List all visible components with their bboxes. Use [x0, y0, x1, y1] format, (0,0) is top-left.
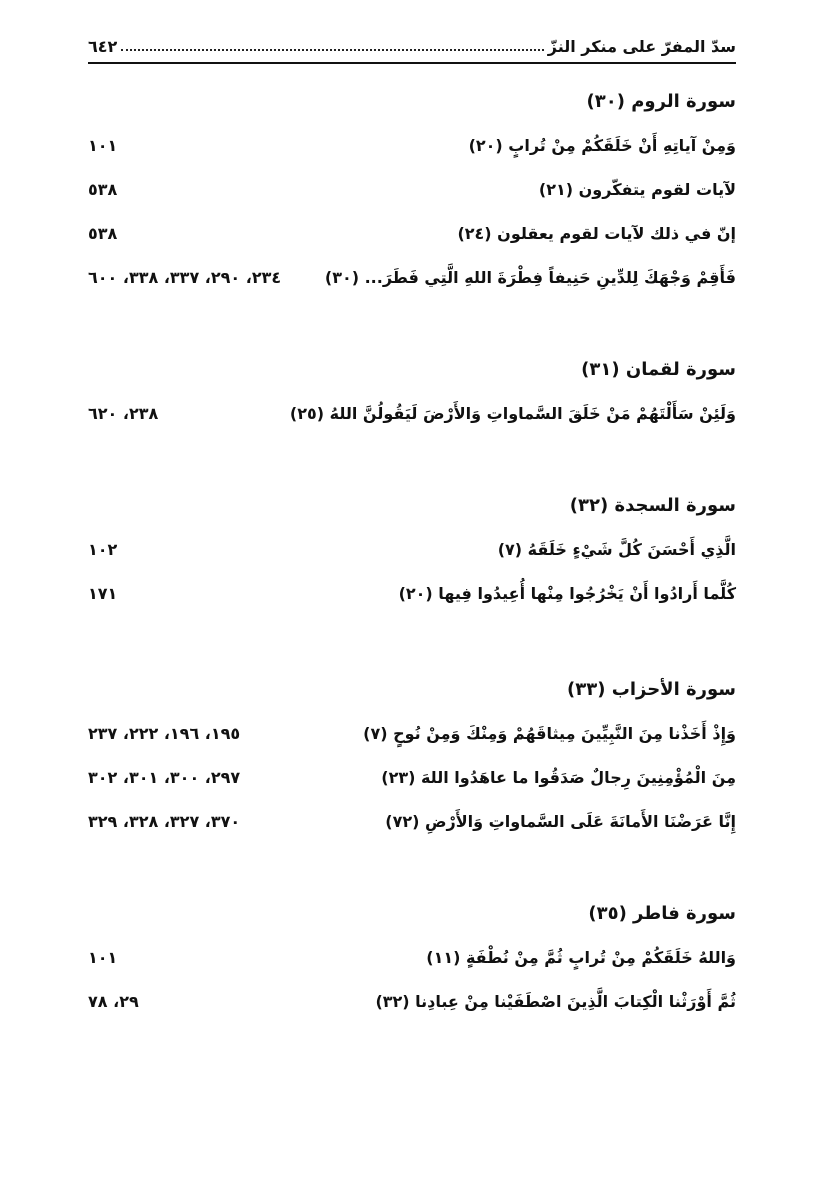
- verse-text: فَأَقِمْ وَجْهَكَ لِلدِّينِ حَنِيفاً فِطْرَةَ اللهِ الَّتِي فَطَرَ... (٣٠): [324, 268, 736, 287]
- running-head-title: سدّ المفرّ على منكر النزّ: [547, 37, 736, 56]
- running-head-dot-leader: [121, 48, 543, 51]
- surah-section-fatir: [88, 900, 736, 1016]
- verse-text: كُلَّما أَرادُوا أَنْ يَخْرُجُوا مِنْها أُعِيدُوا فِيها (٢٠): [398, 584, 736, 603]
- verse-row: [88, 220, 736, 248]
- verse-row: [88, 944, 736, 972]
- page-number: ٦٤٢: [88, 37, 118, 56]
- verse-text: الَّذِي أَحْسَنَ كُلَّ شَيْءٍ خَلَقَهُ (٧): [497, 540, 736, 559]
- verse-text: ثُمَّ أَوْرَثْنا الْكِتابَ الَّذِينَ اصْطَفَيْنا مِنْ عِبادِنا (٣٢): [375, 992, 736, 1011]
- verse-row: [88, 988, 736, 1016]
- surah-section-sajda: [88, 492, 736, 608]
- surah-title: سورة الروم (٣٠): [586, 91, 736, 112]
- verse-row: [88, 176, 736, 204]
- verse-page-refs: ١٠١: [88, 136, 118, 155]
- surah-section-luqman: [88, 356, 736, 428]
- verse-text: وَاللهُ خَلَقَكُمْ مِنْ تُرابٍ ثُمَّ مِنْ نُطْفَةٍ (١١): [426, 948, 736, 967]
- verse-row: [88, 536, 736, 564]
- verse-row: [88, 132, 736, 160]
- verse-row: [88, 580, 736, 608]
- verse-page-refs: ٢٩، ٧٨: [88, 992, 139, 1011]
- verse-row: [88, 764, 736, 792]
- verse-text: إِنَّا عَرَضْنَا الأَمانَةَ عَلَى السَّماواتِ وَالأَرْضِ (٧٢): [385, 812, 736, 831]
- verse-page-refs: ٢٣٤، ٢٩٠، ٣٣٧، ٣٣٨، ٦٠٠: [88, 268, 282, 287]
- verse-text: لآيات لقوم يتفكّرون (٢١): [538, 180, 736, 199]
- verse-text: مِنَ الْمُؤْمِنِينَ رِجالٌ صَدَقُوا ما عاهَدُوا اللهَ (٢٣): [381, 768, 736, 787]
- verse-text: وَإِذْ أَخَذْنا مِنَ النَّبِيِّينَ مِيثاقَهُمْ وَمِنْكَ وَمِنْ نُوحٍ (٧): [363, 724, 736, 743]
- verse-page-refs: ١٩٥، ١٩٦، ٢٢٢، ٢٣٧: [88, 724, 241, 743]
- verse-row: [88, 400, 736, 428]
- verse-page-refs: ٥٣٨: [88, 224, 118, 243]
- header-rule: [88, 62, 736, 64]
- surah-section-rum: [88, 88, 736, 292]
- verse-row: [88, 720, 736, 748]
- running-head: [88, 32, 736, 56]
- verse-page-refs: ٥٣٨: [88, 180, 118, 199]
- surah-section-ahzab: [88, 676, 736, 836]
- verse-text: وَلَئِنْ سَأَلْتَهُمْ مَنْ خَلَقَ السَّماواتِ وَالأَرْضَ لَيَقُولُنَّ اللهُ (٢٥): [289, 404, 736, 423]
- verse-page-refs: ٢٩٧، ٣٠٠، ٣٠١، ٣٠٢: [88, 768, 241, 787]
- verse-row: [88, 264, 736, 292]
- verse-page-refs: ١٧١: [88, 584, 118, 603]
- surah-title: سورة لقمان (٣١): [581, 359, 736, 380]
- verse-row: [88, 808, 736, 836]
- verse-page-refs: ٢٣٨، ٦٢٠: [88, 404, 159, 423]
- verse-page-refs: ١٠٢: [88, 540, 118, 559]
- verse-text: إنّ في ذلك لآيات لقوم يعقلون (٢٤): [457, 224, 736, 243]
- surah-title: سورة الأحزاب (٣٣): [567, 679, 736, 700]
- verse-page-refs: ١٠١: [88, 948, 118, 967]
- surah-title: سورة السجدة (٣٢): [569, 495, 736, 516]
- verse-page-refs: ٣٧٠، ٣٢٧، ٣٢٨، ٣٢٩: [88, 812, 241, 831]
- verse-text: وَمِنْ آياتِهِ أَنْ خَلَقَكُمْ مِنْ تُرابٍ (٢٠): [468, 136, 736, 155]
- surah-title: سورة فاطر (٣٥): [588, 903, 736, 924]
